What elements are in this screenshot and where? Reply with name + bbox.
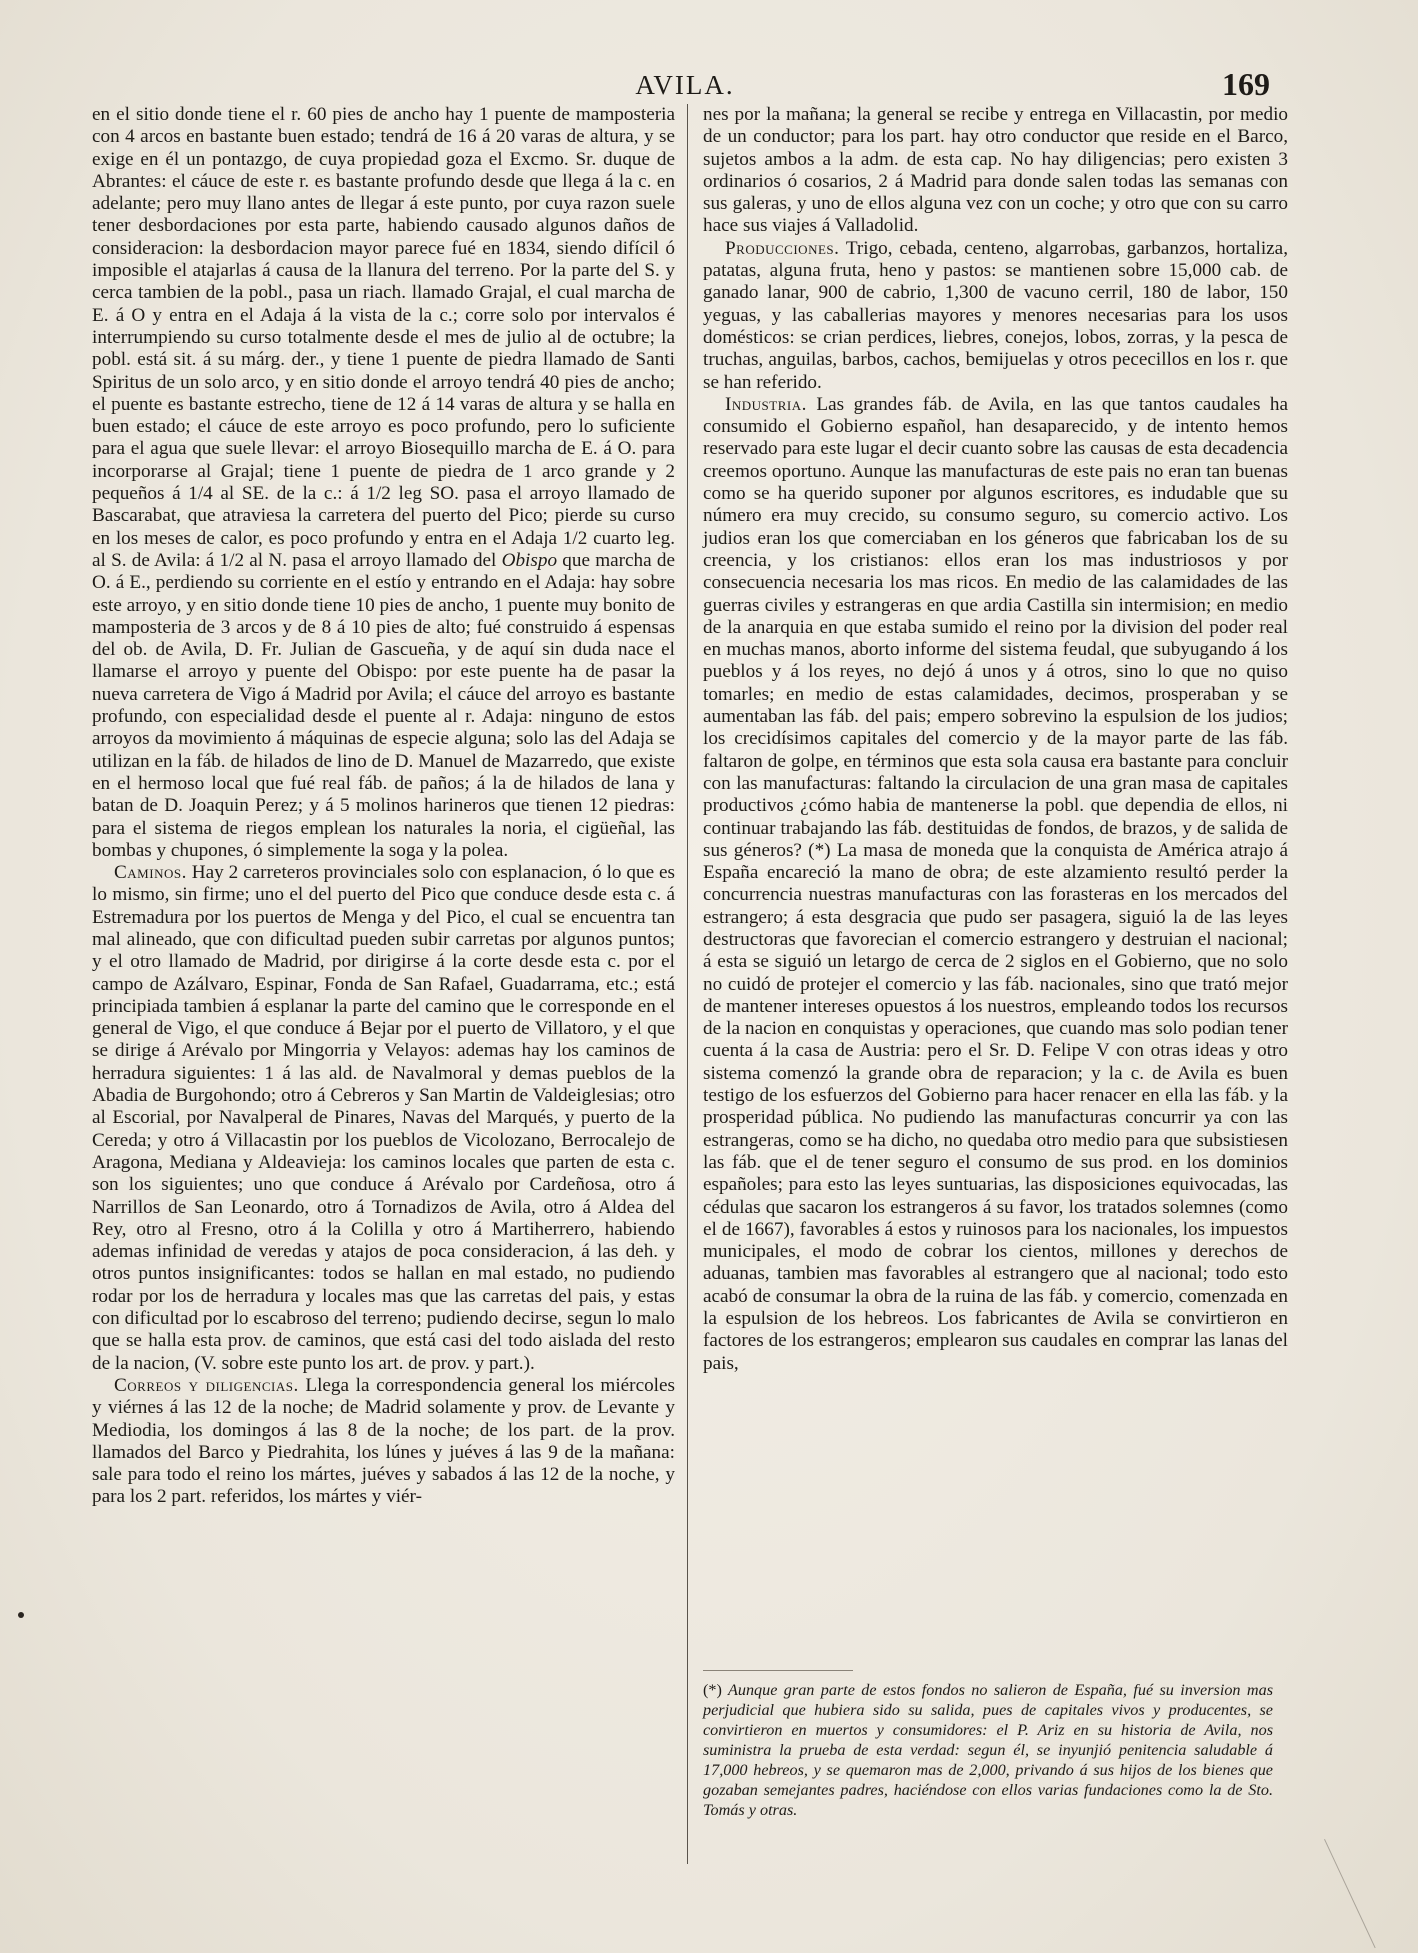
correos-text: Llega la correspondencia general los miércoles y viérnes á las 12 de la noche; de Madrid solamente y prov. de Levante y Mediodia, los domingos á las 8 de la noche; de los part. de la prov. llamados del Barco y Piedrahita, los lúnes y juéves á las 9 de la mañana: sale para todo el reino los mártes, juéves y sabados á las 12 de la noche, y para los 2 part. referidos, los mártes y viér- xyxy=(92,1374,675,1508)
producciones-heading: Producciones. xyxy=(725,237,840,259)
paragraph-correos xyxy=(92,1375,675,1509)
page-number: 169 xyxy=(1222,66,1270,102)
industria-text: Las grandes fáb. de Avila, en las que tantos caudales ha consumido el Gobierno español, han desaparecido, y de intento hemos reservado para este lugar el decir cuanto sobre las causas de esta decadencia creemos oportuno. Aunque las manufacturas de este pais no eran tan buenas como se ha querido suponer por algunos escritores, es indudable que su número era muy crecido, su consumo seguro, su comercio activo. Los judios eran los que comerciaban en los géneros que fabricaban los de su creencia, y los cristianos: ellos eran los mas industriosos y por consecuencia necesaria los mas ricos. En medio de las calamidades de las guerras civiles y estrangeras en que ardia Castilla sin intermision; en medio de la anarquia en que estaba sumido el reino por la division del poder real en muchas manos, aborto informe del sistema feudal, que subyugando á los pueblos y á los reyes, no dejó á unos y á otros, sino lo que no quiso tomarles; en medio de estas calamidades, decimos, prosperaban y se aumentaban las fáb. del pais; empero sobrevino la espulsion de los judios; los crecidísimos capitales del comercio y de la mayor parte de las fáb. faltaron de golpe, en términos que esta sola causa era bastante para concluir con las manufacturas: faltando la circulacion de una gran masa de capitales productivos ¿cómo habia de mantenerse la pobl. que dependia de ellos, ni continuar trabajando las fáb. destituidas de fondos, de brazos, y de salida de sus géneros? (*) La masa de moneda que la conquista de América atrajo á España encareció la mano de obra; de este alzamiento resultó perder la concurrencia nuestras manufacturas con las forasteras en los mercados del estrangero; á esta desgracia que pudo ser pasagera, siguió la de las leyes destructoras que favorecian el comercio estrangero y destruian el nacional; á esta se siguió un letargo de cerca de 2 siglos en el Gobierno, que no solo no cuidó de protejer el comercio y las fáb. nacionales, sino que trató mejor de mantener intereses opuestos á los nuestros, empleando todos los recursos de la nacion en conquistas y operaciones, que cuando mas solo podian tener cuenta á la casa de Austria: pero el Sr. D. Felipe V con otras ideas y otro sistema comenzó la grande obra de reparacion; y la c. de Avila es buen testigo de los esfuerzos del Gobierno para hacer renacer en ella las fáb. y la prosperidad pública. No pudiendo las manufacturas concurrir ya con las estrangeras, como se ha dicho, no quedaba otro medio para que subsistiesen las fáb. que el de tener seguro el consumo de sus prod. en los dominios españoles; para esto las leyes suntuarias, las disposiciones equivocadas, las cédulas que sacaron los estrangeros á su favor, los tratados solemnes (como el de 1667), favorables á estos y ruinosos para los nacionales, los impuestos municipales, el modo de cobrar los cientos, millones y derechos de aduanas, tambien mas favorables al estrangero que al nacional; todo esto acabó de consumar la obra de la ruina de las fáb. y comercio, comenzada en la espulsion de los hebreos. Los fabricantes de Avila se convirtieron en factores de los estrangeros; emplearon sus caudales en comprar las lanas del pais, xyxy=(703,393,1288,1374)
producciones-text: Trigo, cebada, centeno, algarrobas, garbanzos, hortaliza, patatas, alguna fruta, heno y pastos: se mantienen sobre 15,000 cab. de ganado lanar, 900 de cabrio, 1,300 de vacuno cerril, 180 de labor, 150 yeguas, y las caballerias mayores y menores necesarias para los usos domésticos: se crian perdices, liebres, conejos, lobos, zorras, y la pesca de truchas, anguilas, barbos, cachos, bemijuelas y otros pececillos en los r. que se han referido. xyxy=(703,237,1288,393)
paragraph-rivers xyxy=(92,104,675,862)
ink-spot xyxy=(18,1612,24,1618)
footnote xyxy=(703,1680,1273,1820)
footnote-mark: (*) xyxy=(703,1681,722,1699)
right-column xyxy=(703,104,1288,1375)
footnote-text: Aunque gran parte de estos fondos no salieron de España, fué su inversion mas perjudicial que hubiera sido su salida, pues de capitales vivos y producentes, se convirtieron en muertos y consumidores: el P. Ariz en su historia de Avila, nos suministra la prueba de esta verdad: segun él, se inyunjió penitencia saludable á 17,000 hebreos, y se quemaron mas de 2,000, privando á sus hijos de los bienes que gozaban semejantes padres, haciéndose con ellos varias fundaciones como la de Sto. Tomás y otras. xyxy=(703,1681,1273,1819)
paragraph-caminos xyxy=(92,862,675,1375)
rivers-text: en el sitio donde tiene el r. 60 pies de ancho hay 1 puente de mamposteria con 4 arcos en bastante buen estado; tendrá de 16 á 20 varas de altura, y se exige en él un pontazgo, de cuya propiedad goza el Excmo. Sr. duque de Abrantes: el cáuce de este r. es bastante profundo desde que llega á la c. en adelante; pero muy llano antes de llegar á este punto, por cuya razon suele tener desbordaciones por esta parte, habiendo causado algunos daños de consideracion: la desbordacion mayor parece fué en 1834, siendo difícil ó imposible el atajarlas á causa de la llanura del terreno. Por la parte del S. y cerca tambien de la pobl., pasa un riach. llamado Grajal, el cual marcha de E. á O y entra en el Adaja á la vista de la c.; corre solo por intervalos é interrumpiendo su curso totalmente desde el mes de julio al de octubre; la pobl. está sit. á su márg. der., y tiene 1 puente de piedra llamado de Santi Spiritus de un solo arco, y en sitio donde el arroyo tendrá 40 pies de ancho; el puente es bastante estrecho, tiene de 12 á 14 varas de altura y se halla en buen estado; el cáuce de este arroyo es poco profundo, pero lo suficiente para el agua que suele llevar: el arroyo Biosequillo marcha de E. á O. para incorporarse al Grajal; tiene 1 puente de piedra de 1 arco grande y 2 pequeños á 1/4 al SE. de la c.: á 1/2 leg SO. pasa el arroyo llamado de Bascarabat, que atraviesa la carretera del puerto del Pico; pierde su curso en los meses de calor, es poco profundo y entra en el Adaja 1/2 cuarto leg. al S. de Avila: á 1/2 al N. pasa el arroyo llamado del xyxy=(92,104,675,571)
correos-heading: Correos y diligencias. xyxy=(114,1374,299,1396)
industria-heading: Industria. xyxy=(725,393,807,415)
paragraph-producciones xyxy=(703,238,1288,394)
left-column xyxy=(92,104,675,1509)
caminos-heading: Caminos. xyxy=(114,862,187,884)
footnote-rule xyxy=(703,1670,853,1671)
paper-crease xyxy=(1324,1818,1418,1948)
obispo-italic: Obispo xyxy=(501,549,558,571)
paragraph-industria xyxy=(703,394,1288,1375)
column-divider xyxy=(687,104,688,1864)
page-header xyxy=(90,66,1280,106)
rivers-text-cont: que marcha de O. á E., perdiendo su corriente en el estío y entrando en el Adaja: hay sobre este arroyo, y en sitio donde tiene 10 pies de ancho, 1 puente muy bonito de mamposteria de 3 arcos y de 8 á 10 pies de alto; fué construido á espensas del ob. de Avila, D. Fr. Julian de Gascueña, y de aquí sin duda nace el llamarse el arroyo y puente del Obispo: por este puente ha de pasar la nueva carretera de Vigo á Madrid por Avila; el cáuce del arroyo es bastante profundo, con especialidad desde el puente al r. Adaja: ninguno de estos arroyos da movimiento á máquinas de especie alguna; solo las del Adaja se utilizan en la fáb. de hilados de lino de D. Manuel de Mazarredo, que existe en el hermoso local que fué real fáb. de paños; á la de hilados de lana y batan de D. Joaquin Perez; y á 5 molinos harineros que tienen 12 piedras: para el sistema de riegos emplean los naturales la noria, el cigüeñal, las bombas y chupones, ó simplemente la soga y la polea. xyxy=(92,549,675,861)
paragraph-correos-cont: nes por la mañana; la general se recibe y entrega en Villacastin, por medio de un conductor; para los part. hay otro conductor que reside en el Barco, sujetos ambos a la adm. de esta cap. No hay diligencias; pero existen 3 ordinarios ó cosarios, 2 á Madrid para donde salen todas las semanas con sus galeras, y uno de ellos alguna vez con un coche; y otro que con su carro hace sus viajes á Valladolid. xyxy=(703,104,1288,237)
caminos-text: Hay 2 carreteros provinciales solo con esplanacion, ó lo que es lo mismo, sin firme; uno el del puerto del Pico que conduce desde esta c. á Estremadura por los puertos de Menga y del Pico, el cual se encuentra tan mal alineado, que con dificultad pueden subir carretas por algunos puntos; y el otro llamado de Madrid, por dirigirse á la corte desde esta c. por el campo de Azálvaro, Espinar, Fonda de San Rafael, Guadarrama, etc.; está principiada tambien á esplanar la parte del camino que le corresponde en el general de Vigo, el que conduce á Bejar por el puerto de Villatoro, y el que se dirige á Arévalo por Mingorria y Velayos: ademas hay los caminos de herradura siguientes: 1 á las ald. de Navalmoral y demas pueblos de la Abadia de Burgohondo; otro á Cebreros y San Martin de Valdeiglesias; otro al Escorial, por Navalperal de Pinares, Navas del Marqués, y puerto de la Cereda; y otro á Villacastin por los pueblos de Vicolozano, Berrocalejo de Aragona, Mediana y Aldeavieja: los caminos locales que parten de esta c. son los siguientes; uno que conduce á Arévalo por Cardeñosa, otro á Narrillos de San Leonardo, otro á Tornadizos de Avila, otro á Aldea del Rey, otro al Fresno, otro á la Colilla y otro á Martiherrero, habiendo ademas infinidad de veredas y atajos de poca consideracion, á las deh. y otros puntos insignificantes: todos se hallan en mal estado, no pudiendo rodar por los de herradura y locales mas que las carretas del pais, y estas con dificultad por lo escabroso del terreno; pudiendo decirse, segun lo malo que se halla esta prov. de caminos, que está casi del todo aislada del resto de la nacion, (V. sobre este punto los art. de prov. y part.). xyxy=(92,862,675,1374)
running-title: AVILA. xyxy=(635,70,735,100)
